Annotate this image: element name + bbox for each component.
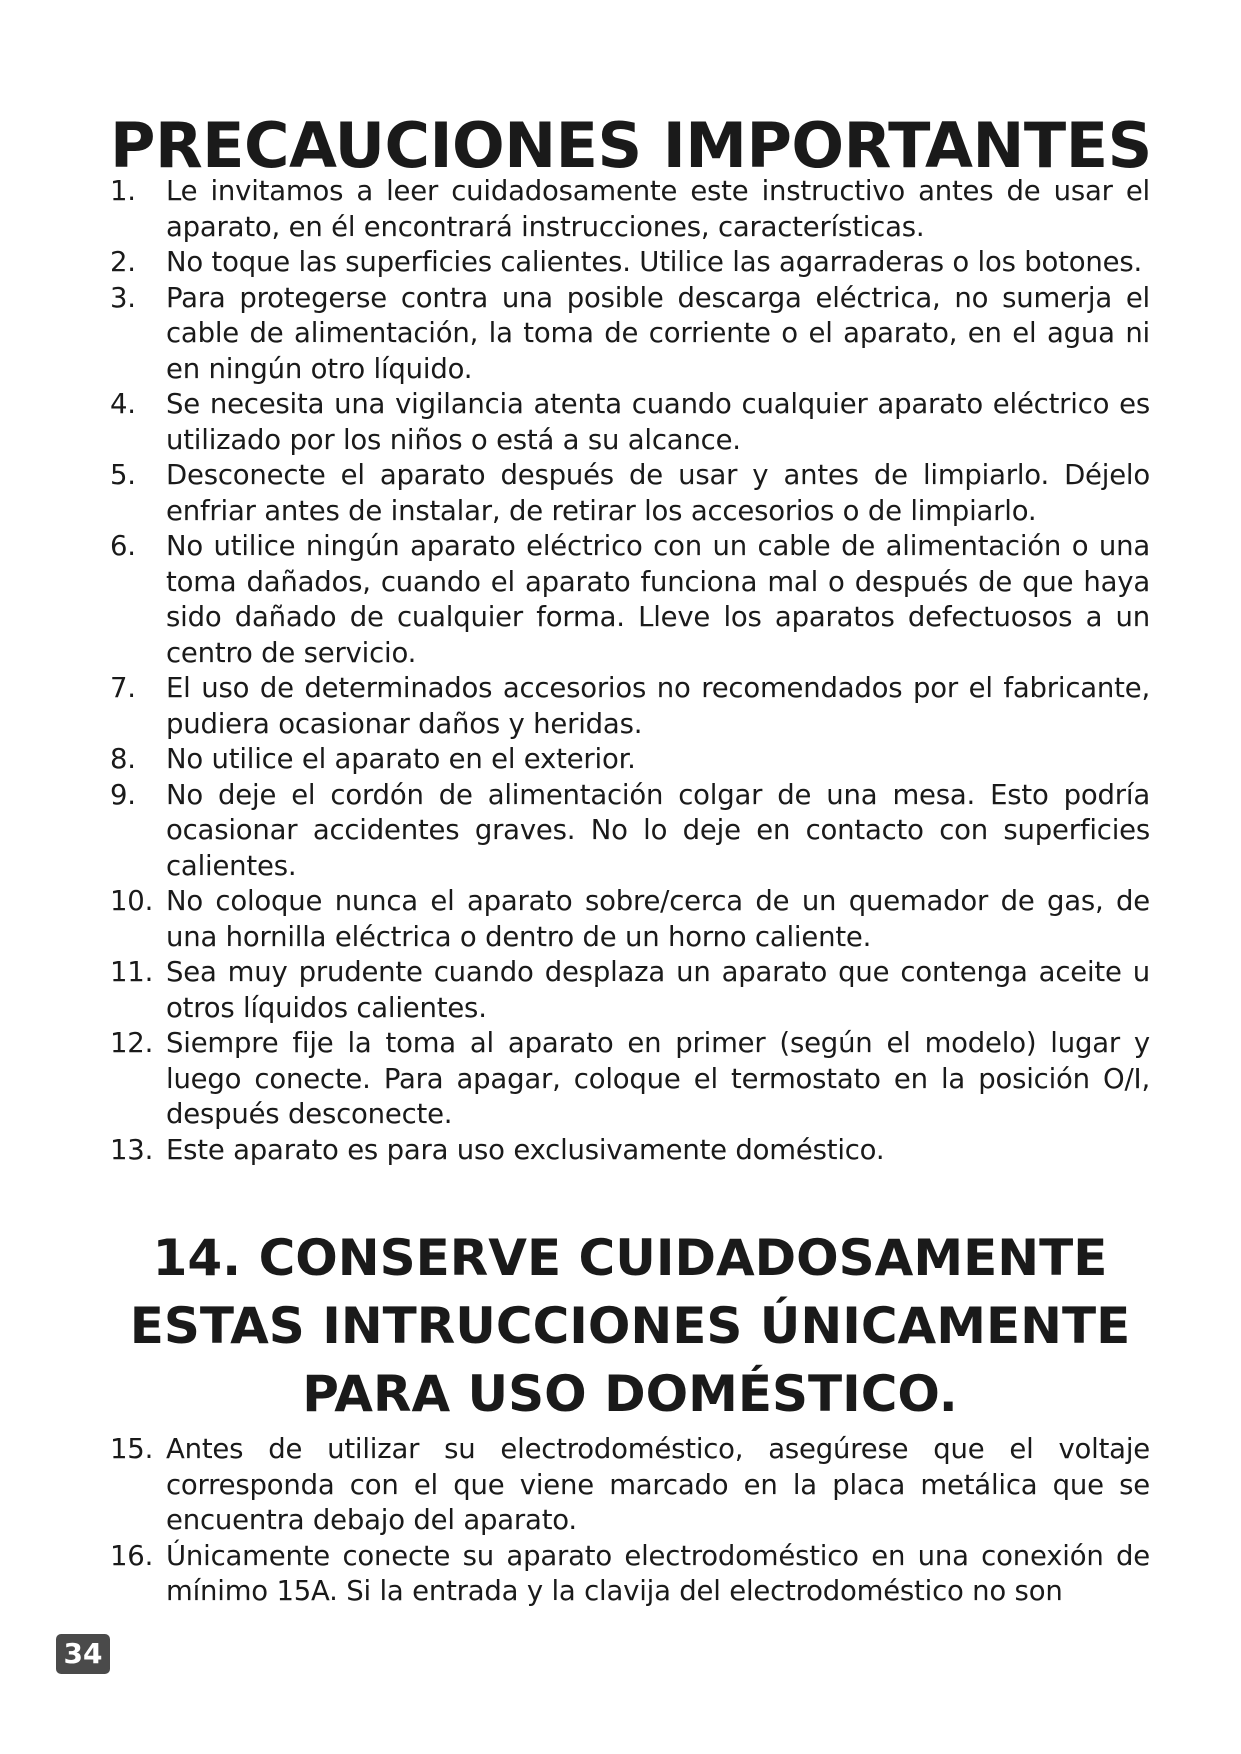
item-text: No coloque nunca el aparato sobre/cerca de un quemador de gas, de una hornilla eléctrica o dentro de un horno caliente.: [166, 885, 1150, 953]
item-text: Únicamente conecte su aparato electrodoméstico en una conexión de mínimo 15A. Si la entrada y la clavija del electrodoméstico no son: [166, 1539, 1150, 1607]
list-item: [110, 529, 1150, 671]
list-item: [110, 281, 1150, 388]
item-number: 7.: [110, 672, 136, 704]
emphasis-line: PARA USO DOMÉSTICO.: [302, 1365, 958, 1423]
item-text: El uso de determinados accesorios no recomendados por el fabricante, pudiera ocasionar daños y heridas.: [166, 672, 1150, 740]
item-number: 12.: [110, 1027, 154, 1059]
item-number: 6.: [110, 530, 136, 562]
item-number: 13.: [110, 1133, 154, 1166]
item-number: 2.: [110, 246, 136, 278]
page-title: PRECAUCIONES IMPORTANTES: [110, 109, 1152, 182]
item-number: 9.: [110, 778, 136, 811]
list-item: [110, 174, 1150, 245]
list-item: [110, 884, 1150, 955]
item-number: 3.: [110, 281, 136, 314]
item-number: 8.: [110, 743, 136, 775]
list-item: [110, 1133, 1150, 1169]
item-text: Para protegerse contra una posible descarga eléctrica, no sumerja el cable de alimentación, la toma de corriente o el aparato, en el agua ni en ningún otro líquido.: [166, 281, 1150, 385]
item-text: Antes de utilizar su electrodoméstico, asegúrese que el voltaje corresponda con el que viene marcado en la placa metálica que se encuentra debajo del aparato.: [166, 1433, 1150, 1536]
item-text: Este aparato es para uso exclusivamente doméstico.: [166, 1133, 885, 1166]
list-item: [110, 742, 1150, 778]
precautions-list-continued: [110, 1432, 1150, 1610]
list-item: [110, 955, 1150, 1026]
item-text: Se necesita una vigilancia atenta cuando cualquier aparato eléctrico es utilizado por los niños o está a su alcance.: [166, 388, 1150, 456]
item-number: 4.: [110, 388, 136, 420]
emphasis-line: ESTAS INTRUCCIONES ÚNICAMENTE: [129, 1297, 1131, 1355]
list-item: [110, 1026, 1150, 1133]
list-item: [110, 778, 1150, 885]
item-text: No utilice el aparato en el exterior.: [166, 743, 636, 775]
item-number: 15.: [110, 1433, 154, 1465]
item-text: No utilice ningún aparato eléctrico con un cable de alimentación o una toma dañados, cuando el aparato funciona mal o después de que haya sido dañado de cualquier forma. Lleve los aparatos defectuosos a un centro de servicio.: [166, 530, 1150, 669]
item-number: 5.: [110, 459, 136, 491]
list-item: [110, 1539, 1150, 1610]
item-number: 1.: [110, 175, 136, 207]
list-item: [110, 387, 1150, 458]
emphasis-line: 14. CONSERVE CUIDADOSAMENTE: [152, 1229, 1108, 1287]
item-number: 10.: [110, 885, 154, 917]
list-item: [110, 671, 1150, 742]
page-number-badge: 34: [56, 1634, 110, 1674]
list-item: [110, 1432, 1150, 1539]
emphasis-notice: [110, 1224, 1150, 1428]
item-text: Siempre fije la toma al aparato en primer (según el modelo) lugar y luego conecte. Para apagar, coloque el termostato en la posición O/I, después desconecte.: [166, 1027, 1150, 1130]
list-item: [110, 245, 1150, 281]
list-item: [110, 458, 1150, 529]
item-text: Desconecte el aparato después de usar y antes de limpiarlo. Déjelo enfriar antes de instalar, de retirar los accesorios o de limpiarlo.: [166, 459, 1150, 527]
item-text: Sea muy prudente cuando desplaza un aparato que contenga aceite u otros líquidos calientes.: [166, 956, 1150, 1024]
item-text: Le invitamos a leer cuidadosamente este instructivo antes de usar el aparato, en él encontrará instrucciones, características.: [166, 175, 1150, 243]
item-text: No toque las superficies calientes. Utilice las agarraderas o los botones.: [166, 246, 1142, 278]
item-text: No deje el cordón de alimentación colgar de una mesa. Esto podría ocasionar accidentes graves. No lo deje en contacto con superficies calientes.: [166, 778, 1150, 882]
precautions-list: [110, 174, 1150, 1168]
item-number: 11.: [110, 956, 154, 988]
item-number: 16.: [110, 1539, 154, 1572]
